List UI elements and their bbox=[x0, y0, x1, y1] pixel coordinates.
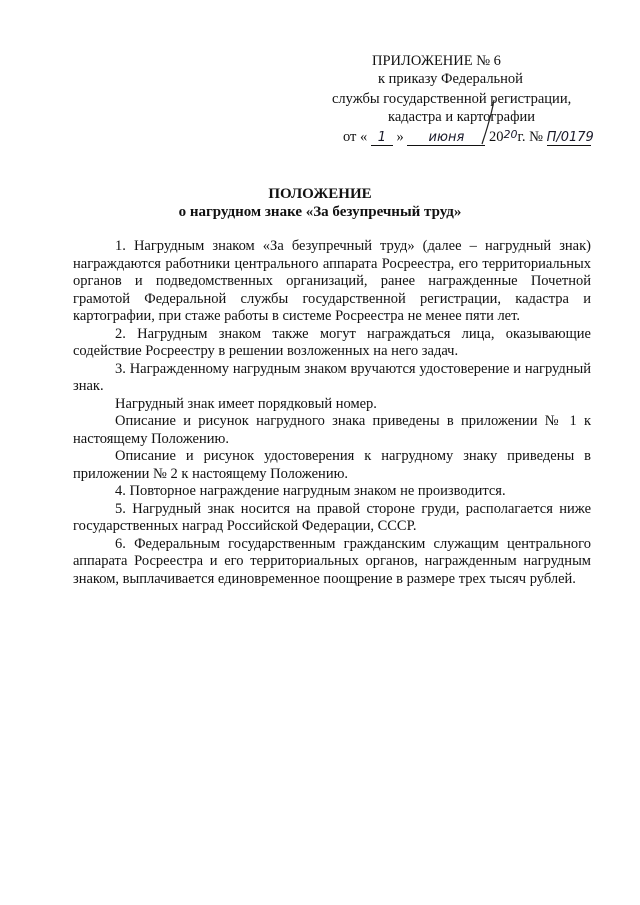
handwritten-day: 1 bbox=[371, 131, 393, 146]
date-mid: » bbox=[396, 129, 404, 145]
paragraph: 6. Федеральным государственным гражданским служащим центрального аппарата Росреестра и его территориальных органов, награжденным нагрудным знаком, выплачивается единовременное поощрение в размере трех тысяч рублей. bbox=[73, 535, 591, 587]
pen-stroke-mark bbox=[452, 98, 522, 148]
agency-name-line: службы государственной регистрации, bbox=[332, 91, 572, 107]
year-prefix: 20 bbox=[489, 129, 504, 145]
date-prefix: от « bbox=[343, 129, 368, 145]
paragraph: 1. Нагрудным знаком «За безупречный труд» (далее – нагрудный знак) награждаются работники центрального аппарата Росреестра, его территориальных органов и подведомственных организаций, ранее награжденные Почетной грамотой Федеральной службы государственной регистрации, кадастра и картографии, при стаже работы в системе Росреестра не менее пяти лет. bbox=[73, 238, 591, 324]
paragraph: 3. Награжденному нагрудным знаком вручаются удостоверение и нагрудный знак. bbox=[73, 360, 591, 394]
handwritten-year: 20 bbox=[503, 128, 518, 141]
paragraph: Нагрудный знак имеет порядковый номер. bbox=[115, 395, 377, 412]
order-reference-line: к приказу Федеральной bbox=[378, 71, 523, 87]
paragraph: 4. Повторное награждение нагрудным знаком не производится. bbox=[115, 483, 506, 499]
handwritten-order-number: П/0179 bbox=[546, 130, 594, 145]
handwritten-month: июня bbox=[407, 131, 485, 146]
document-subtitle: о нагрудном знаке «За безупречный труд» bbox=[178, 204, 462, 220]
paragraph: 5. Нагрудный знак носится на правой стороне груди, располагается ниже государственных наград Российской Федерации, СССР. bbox=[73, 500, 591, 534]
agency-name-line-2: кадастра и картографии bbox=[388, 109, 535, 125]
paragraph: Описание и рисунок удостоверения к нагрудному знаку приведены в приложении № 2 к настоящему Положению. bbox=[73, 448, 591, 482]
paragraph: 2. Нагрудным знаком также могут награждаться лица, оказывающие содействие Росреестру в решении возложенных на него задач. bbox=[73, 325, 591, 359]
paragraph: Описание и рисунок нагрудного знака приведены в приложении № 1 к настоящему Положению. bbox=[73, 413, 591, 447]
appendix-number: ПРИЛОЖЕНИЕ № 6 bbox=[372, 53, 501, 69]
document-body bbox=[73, 238, 591, 588]
document-title: ПОЛОЖЕНИЕ bbox=[268, 186, 372, 202]
year-after: г. № bbox=[517, 129, 543, 145]
